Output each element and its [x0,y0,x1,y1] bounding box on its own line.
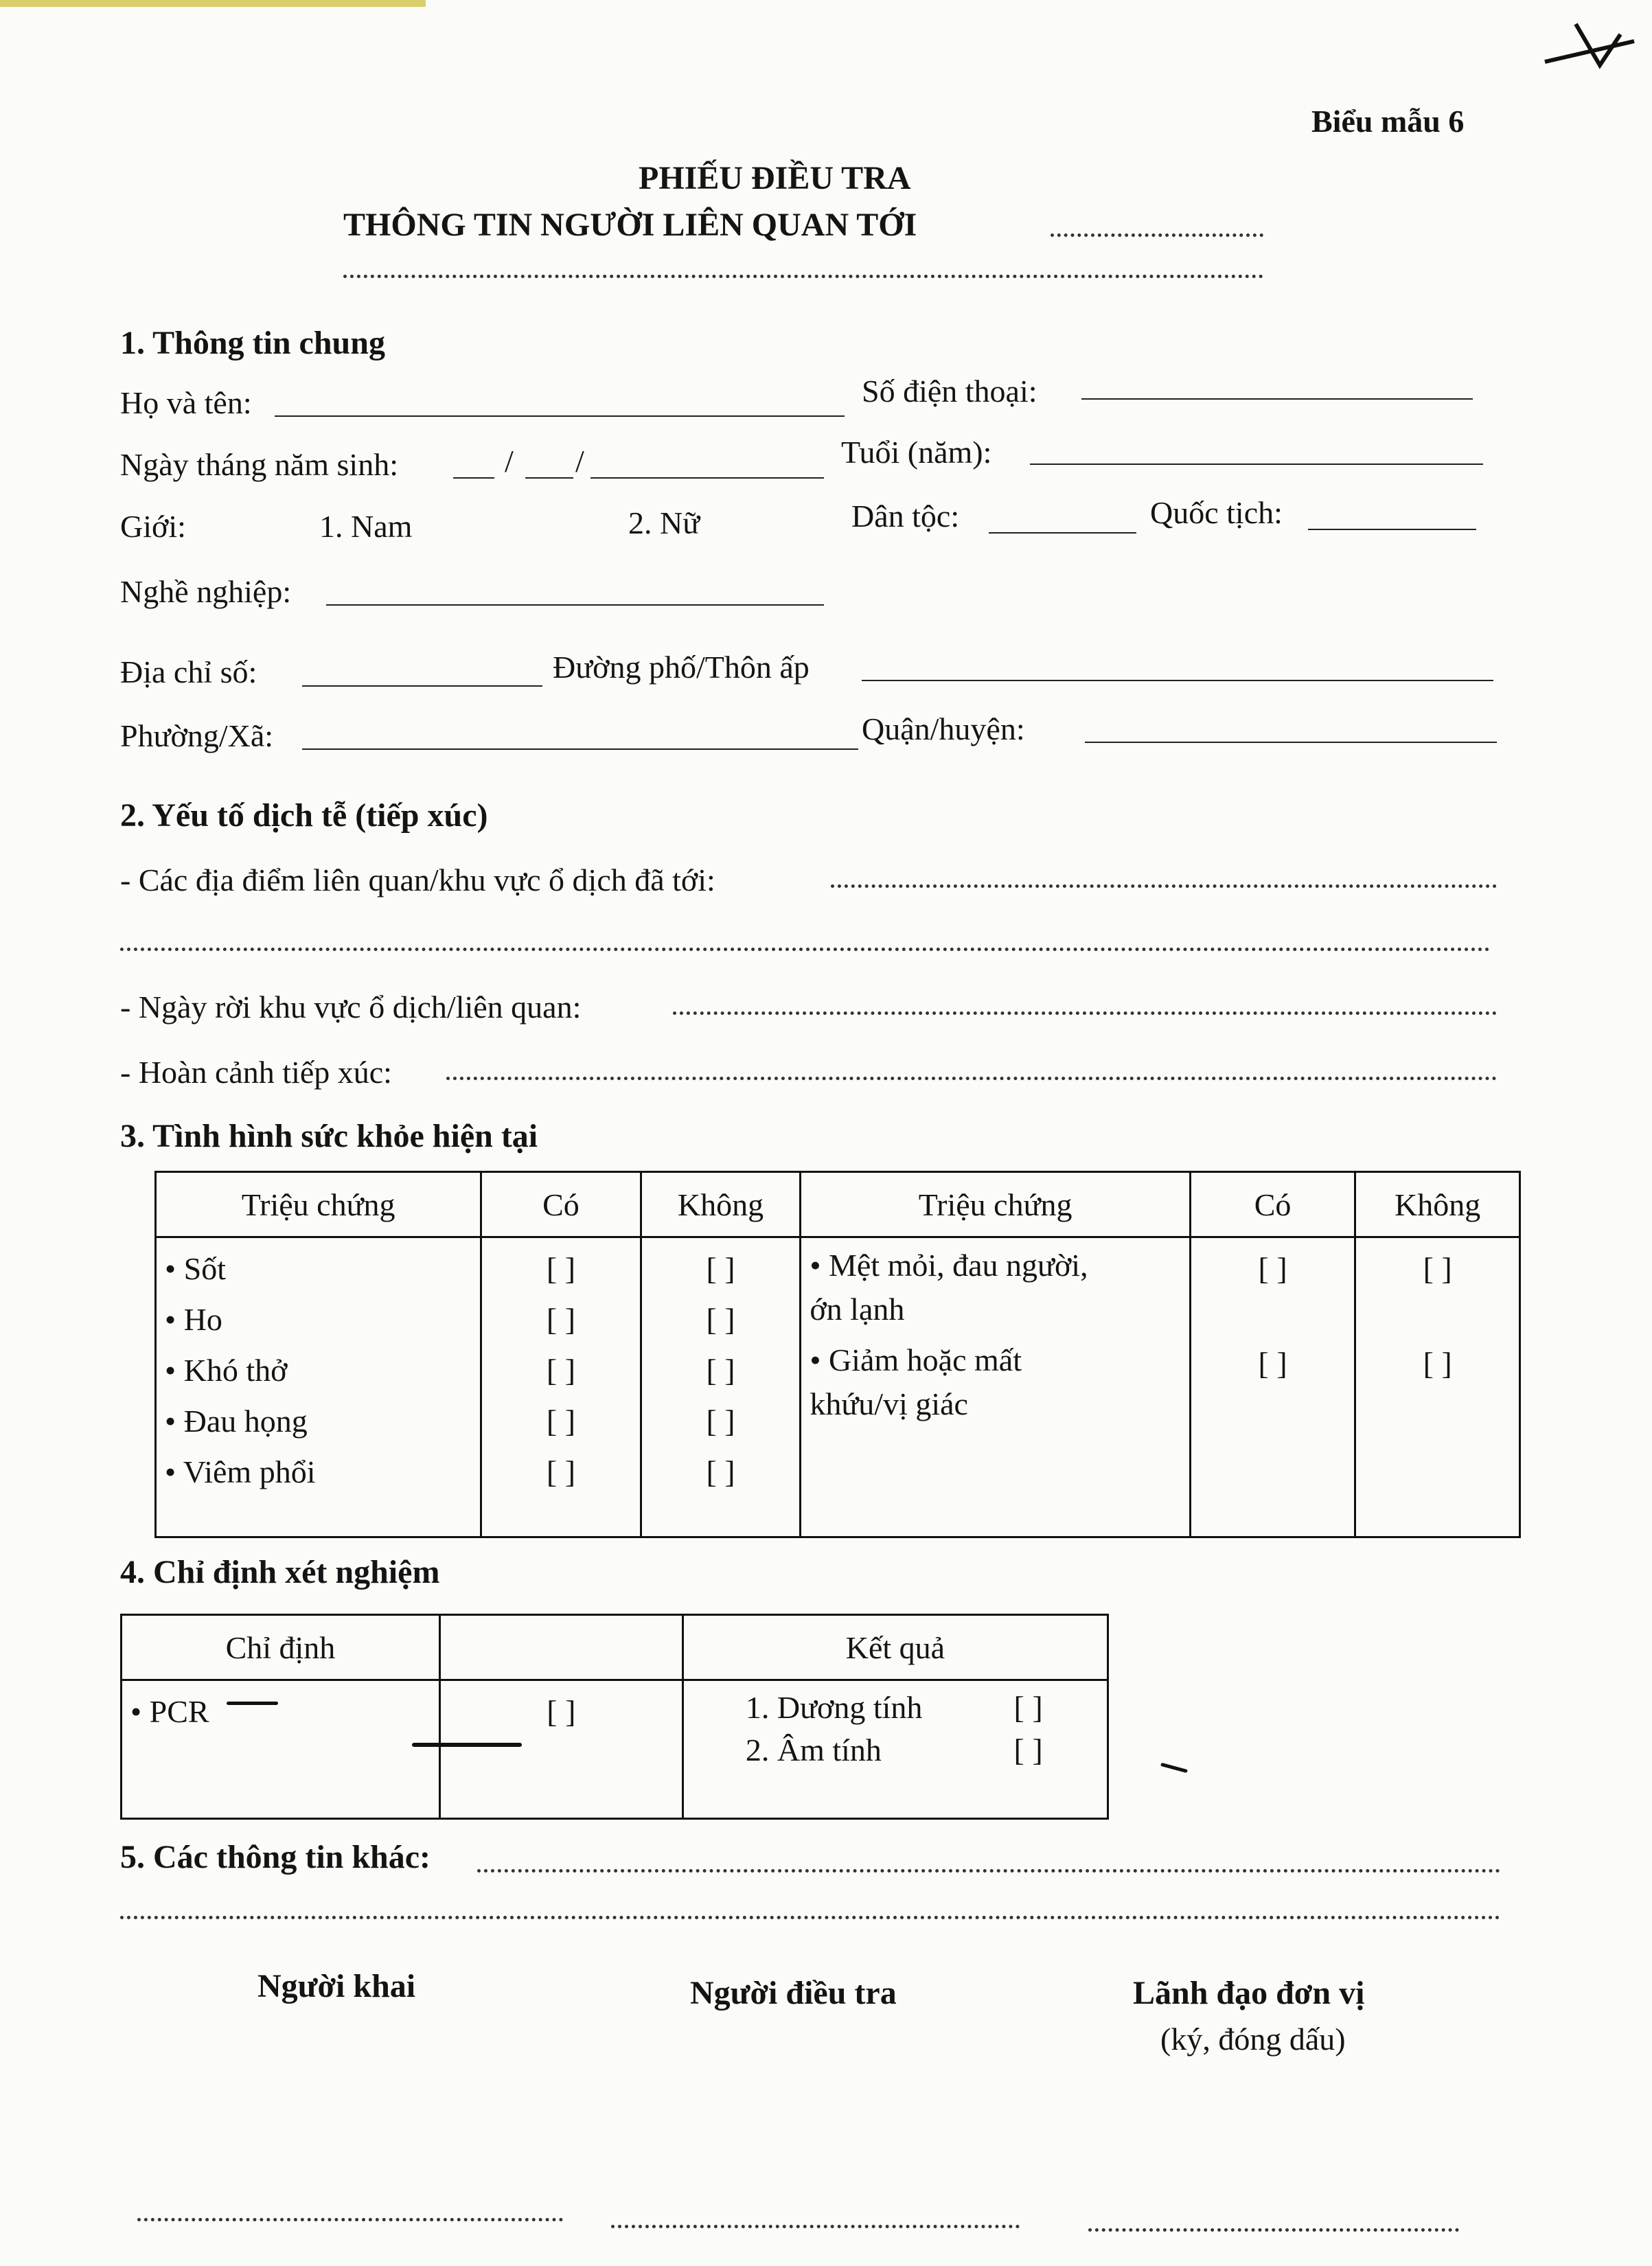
form-subtitle: THÔNG TIN NGƯỜI LIÊN QUAN TỚI [343,207,917,243]
yes-column-header: Có [481,1172,641,1237]
pen-stroke-icon [227,1702,278,1705]
places-label: - Các địa điểm liên quan/khu vực ổ dịch đã tới: [120,862,715,897]
leave-date-field[interactable] [673,1011,1497,1015]
yes-checkbox-column-2 [1190,1237,1355,1537]
section1-heading: 1. Thông tin chung [120,325,385,361]
symptom-sore-throat: • Đau họng [165,1404,308,1439]
handwritten-mark-icon [1538,14,1641,76]
subtitle-blank-2[interactable] [343,275,1263,278]
declarant-signature-label: Người khai [257,1968,416,2004]
other-info-field-2[interactable] [120,1916,1500,1919]
pcr-checkbox[interactable]: [ ] [547,1694,576,1729]
declarant-signature-line[interactable] [137,2218,563,2221]
occupation-label: Nghề nghiệp: [120,574,292,609]
age-label: Tuổi (năm): [841,435,992,470]
dob-month-field[interactable] [525,477,573,479]
leader-signature-label: Lãnh đạo đơn vị [1133,1975,1365,2011]
gender-male-option[interactable]: 1. Nam [319,509,413,544]
smell-taste-no-checkbox[interactable]: [ ] [1423,1346,1452,1381]
ward-label: Phường/Xã: [120,718,274,753]
fatigue-no-checkbox[interactable]: [ ] [1423,1251,1452,1286]
street-label: Đường phố/Thôn ấp [553,650,810,685]
result-positive: 1. Dương tính [745,1690,923,1725]
full-name-field[interactable] [275,415,845,417]
dyspnea-yes-checkbox[interactable]: [ ] [546,1353,576,1388]
symptom-dyspnea: • Khó thở [165,1353,288,1388]
test-checkbox-cell [439,1680,682,1819]
pneumonia-no-checkbox[interactable]: [ ] [706,1454,735,1489]
negative-checkbox[interactable]: [ ] [1013,1732,1043,1767]
ward-field[interactable] [302,748,858,750]
section2-heading: 2. Yếu tố dịch tễ (tiếp xúc) [120,797,488,834]
investigator-signature-line[interactable] [611,2225,1020,2228]
yes-checkbox-column [481,1237,641,1537]
leader-signature-note: (ký, đóng dấu) [1160,2022,1346,2057]
dob-label: Ngày tháng năm sinh: [120,447,398,482]
pneumonia-yes-checkbox[interactable]: [ ] [546,1454,576,1489]
section4-heading: 4. Chỉ định xét nghiệm [120,1554,440,1590]
form-title: PHIẾU ĐIỀU TRA [639,160,911,196]
no-checkbox-column-2 [1355,1237,1520,1537]
positive-checkbox[interactable]: [ ] [1013,1690,1043,1725]
sore-throat-yes-checkbox[interactable]: [ ] [546,1404,576,1439]
dob-year-field[interactable] [590,477,824,479]
no-column-header-2: Không [1355,1172,1520,1237]
street-field[interactable] [862,680,1493,681]
address-number-label: Địa chỉ số: [120,654,257,689]
form-label: Biểu mẫu 6 [1311,104,1465,139]
test-table [120,1614,1109,1820]
fatigue-yes-checkbox[interactable]: [ ] [1258,1251,1287,1286]
symptom-pneumonia: • Viêm phổi [165,1454,316,1489]
contact-circumstance-label: - Hoàn cảnh tiếp xúc: [120,1055,392,1090]
dob-separator-2: / [575,444,584,479]
district-label: Quận/huyện: [862,711,1025,746]
full-name-label: Họ và tên: [120,385,252,420]
paper-stain [0,0,426,7]
no-checkbox-column [641,1237,801,1537]
leader-signature-line[interactable] [1088,2228,1459,2232]
test-indication-cell [122,1680,440,1819]
fever-yes-checkbox[interactable]: [ ] [546,1251,576,1286]
pen-stroke-icon [412,1743,522,1747]
dyspnea-no-checkbox[interactable]: [ ] [706,1353,735,1388]
section3-heading: 3. Tình hình sức khỏe hiện tại [120,1118,538,1154]
cough-yes-checkbox[interactable]: [ ] [546,1302,576,1337]
phone-field[interactable] [1081,398,1473,400]
symptom-fatigue-cont: ớn lạnh [810,1292,905,1327]
symptom-list-right [801,1237,1191,1537]
symptom-smell-taste: • Giảm hoặc mất [810,1342,1022,1377]
symptom-column-header: Triệu chứng [156,1172,481,1237]
symptom-list-left [156,1237,481,1537]
symptom-table [154,1171,1521,1538]
subtitle-blank[interactable] [1051,233,1263,237]
gender-label: Giới: [120,509,186,544]
contact-circumstance-field[interactable] [446,1077,1497,1080]
dob-day-field[interactable] [453,477,494,479]
indication-column-header: Chỉ định [122,1615,440,1680]
phone-label: Số điện thoại: [862,374,1037,409]
result-negative: 2. Âm tính [745,1732,882,1767]
gender-female-option[interactable]: 2. Nữ [628,505,700,540]
result-column-header: Kết quả [682,1615,1108,1680]
ethnicity-field[interactable] [989,532,1136,534]
nationality-field[interactable] [1308,529,1476,530]
section5-heading: 5. Các thông tin khác: [120,1839,431,1875]
test-result-cell [682,1680,1108,1819]
no-column-header: Không [641,1172,801,1237]
dob-separator-1: / [505,444,514,479]
address-number-field[interactable] [302,685,542,687]
nationality-label: Quốc tịch: [1150,495,1283,530]
pen-stroke-icon [1160,1763,1188,1773]
fever-no-checkbox[interactable]: [ ] [706,1251,735,1286]
symptom-cough: • Ho [165,1302,222,1337]
district-field[interactable] [1085,742,1497,743]
occupation-field[interactable] [326,604,824,606]
yes-column-header-2: Có [1190,1172,1355,1237]
symptom-fever: • Sốt [165,1251,226,1286]
places-field[interactable] [831,884,1497,888]
age-field[interactable] [1030,464,1483,465]
symptom-column-header-2: Triệu chứng [801,1172,1191,1237]
cough-no-checkbox[interactable]: [ ] [706,1302,735,1337]
places-field-2[interactable] [120,948,1490,951]
leave-date-label: - Ngày rời khu vực ổ dịch/liên quan: [120,989,582,1025]
symptom-fatigue: • Mệt mỏi, đau người, [810,1248,1088,1283]
ethnicity-label: Dân tộc: [851,499,960,534]
sore-throat-no-checkbox[interactable]: [ ] [706,1404,735,1439]
test-pcr: • PCR [130,1694,209,1729]
symptom-smell-taste-cont: khứu/vị giác [810,1386,968,1421]
blank-column-header [439,1615,682,1680]
smell-taste-yes-checkbox[interactable]: [ ] [1258,1346,1287,1381]
other-info-field[interactable] [477,1869,1500,1873]
investigator-signature-label: Người điều tra [690,1975,897,2011]
